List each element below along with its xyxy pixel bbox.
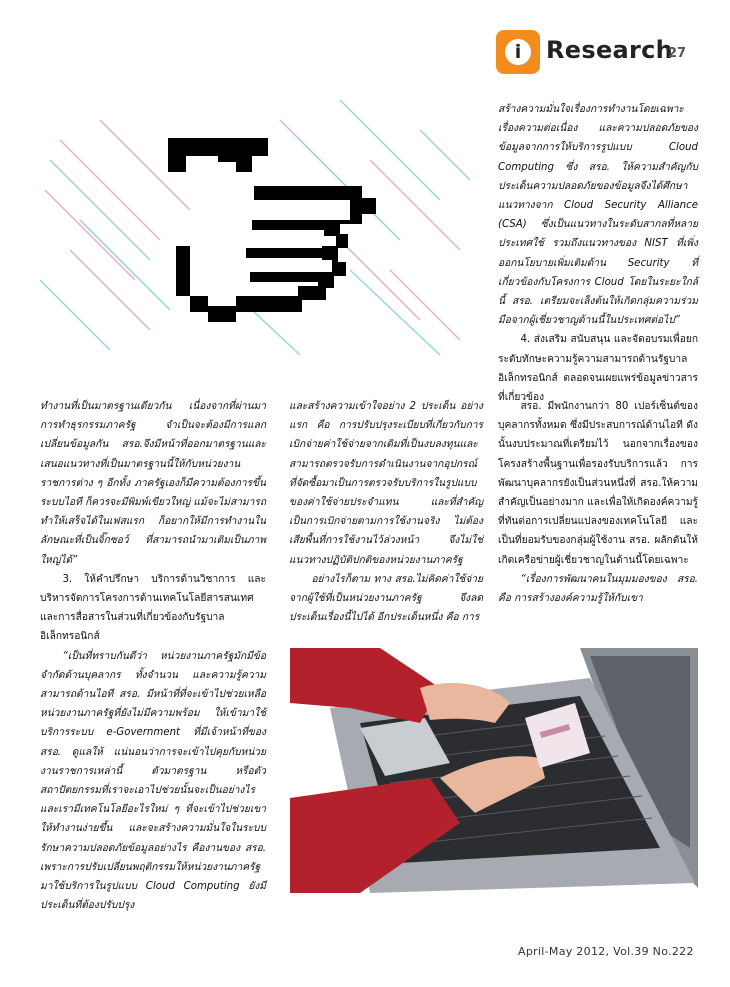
article-column-right-bottom (498, 397, 698, 608)
issue-footer: April-May 2012, Vol.39 No.222 (518, 945, 694, 958)
paragraph: สรอ. มีพนักงานกว่า 80 เปอร์เซ็นต์ของบุคลากรทั้งหมด ซึ่งมีประสบการณ์ด้านไอที ดังนั้นงบประมาณที่เตรียมไว้ นอกจากเรื่องของโครงสร้างพื้นฐานเพื่อรองรับบริการแล้ว การพัฒนาบุคลากรยังเป็นส่วนหนึ่งที่ สรอ.ให้ความสำคัญเป็นอย่างมาก และเพื่อให้เกิดองค์ความรู้ที่ทันต่อการเปลี่ยนแปลงของเทคโนโลยี และเป็นที่ยอมรับของกลุ่มผู้ใช้งาน สรอ. ผลักดันให้เกิดเครือข่ายผู้เชี่ยวชาญในด้านนี้โดยเฉพาะ (498, 401, 698, 566)
paragraph: “เป็นที่ทราบกันดีว่า หน่วยงานภาครัฐมักมีข้อจำกัดด้านบุคลากร ทั้งจำนวน และความรู้ความสามารถด้านไอที สรอ. มีหน้าที่ที่จะเข้าไปช่วยเหลือหน่วยงานภาครัฐที่ยังไม่มีความพร้อม ให้เข้ามาใช้บริการระบบ e-Government ที่มีเจ้าหน้าที่ของ สรอ. ดูแลให้ แน่นอนว่าการจะเข้าไปคุยกับหน่วยงานราชการเหล่านี้ ตัวมาตรฐาน หรือตัวสถาปัตยกรรมที่เราจะเอาไปช่วยนั้นจะเป็นอย่างไร และเรามีเทคโนโลยีอะไรใหม่ ๆ ที่จะเข้าไปช่วยเขาให้ทำงานง่ายขึ้น และจะสร้างความมั่นใจในระบบรักษาความปลอดภัยข้อมูลอย่างไร คืองานของ สรอ. เพราะการปรับเปลี่ยนพฤติกรรมให้หน่วยงานภาครัฐมาใช้บริการในรูปแบบ Cloud Computing ยังมีประเด็นที่ต้องปรับปรุง (40, 650, 266, 912)
article-column-middle (289, 397, 483, 627)
paragraph: อย่างไรก็ตาม ทาง สรอ.ไม่คิดค่าใช้จ่ายจากผู้ใช้ที่เป็นหน่วยงานภาครัฐ จึงลดประเด็นเรื่องนี้ไปได้ อีกประเด็นหนึ่ง คือ การ (289, 573, 483, 624)
pointing-hand-cursor-icon (40, 100, 470, 360)
page-number: 27 (668, 46, 687, 61)
paragraph: “เรื่องการพัฒนาคนในมุมมองของ สรอ. คือ การสร้างองค์ความรู้ให้กับเขา (498, 573, 698, 605)
section-title: Research (546, 36, 674, 64)
paragraph: ทำงานที่เป็นมาตรฐานเดียวกัน เนื่องจากที่ผ่านมา การทำธุรกรรมภาครัฐ จำเป็นจะต้องมีการแลกเปลี่ยนข้อมูลกัน สรอ.จึงมีหน้าที่ออกมาตรฐานและเสนอแนวทางที่เป็นมาตรฐานนี้ให้กับหน่วยงานราชการต่าง ๆ อีกทั้ง ภาครัฐเองก็มีความต้องการขึ้นระบบไอที ก็ควรจะมีพิมพ์เขียวใหญ่ แม้จะไม่สามารถทำให้เสร็จได้ในเฟสแรก ก็อยากให้มีการทำงานในลักษณะที่เป็นจิ๊กซอว์ ที่สามารถนำมาเติมเป็นภาพใหญ่ได้” (40, 401, 266, 566)
logo-letter: i (505, 39, 531, 65)
article-column-right-top (498, 100, 698, 407)
paragraph: สร้างความมั่นใจเรื่องการทำงานโดยเฉพาะเรื่องความต่อเนื่อง และความปลอดภัยของข้อมูลจากการให้บริการรูปแบบ Cloud Computing ซึ่ง สรอ. ให้ความสำคัญกับประเด็นความปลอดภัยของข้อมูลจึงได้ศึกษาแนวทางจาก Cloud Security Alliance (CSA) ซึ่งเป็นแนวทางในระดับสากลที่หลายประเทศใช้ รวมถึงแนวทางของ NIST ที่เพิ่งออกนโยบายเพิ่มเติมด้าน Security ที่เกี่ยวข้องกับโครงการ Cloud โดยในระยะใกล้นี้ สรอ. เตรียมจะเล็งต้นให้เกิดกลุ่มความร่วมมือจากผู้เชี่ยวชาญด้านนี้ในประเทศต่อไป” (498, 104, 698, 327)
paragraph: 4. ส่งเสริม สนับสนุน และจัดอบรมเพื่อยกระดับทักษะความรู้ความสามารถด้านรัฐบาลอิเล็กทรอนิกส์ ตลอดจนเผยแพร่ข้อมูลข่าวสารที่เกี่ยวข้อง (498, 334, 698, 404)
research-logo-icon (496, 30, 540, 74)
page-header (496, 30, 706, 76)
paragraph: และสร้างความเข้าใจอย่าง 2 ประเด็น อย่างแรก คือ การปรับปรุงระเบียบที่เกี่ยวกับการเบิกจ่ายค่าใช้จ่ายจากเดิมที่เป็นงบลงทุนและสามารถตรวจรับการดำเนินงานจากอุปกรณ์ที่จัดซื้อมาเป็นการตรวจรับบริการในรูปแบบของค่าใช้จ่ายประจำแทน และที่สำคัญเป็นการเบิกจ่ายตามการใช้งานจริง ไม่ต้องเสียพื้นที่การใช้งานไว้ล่วงหน้า จึงไม่ใช่แนวทางปฏิบัติปกติของหน่วยงานภาครัฐ (289, 401, 483, 566)
article-column-left (40, 397, 266, 915)
laptop-photo (290, 648, 698, 893)
paragraph: 3. ให้คำปรึกษา บริการด้านวิชาการ และบริหารจัดการโครงการด้านเทคโนโลยีสารสนเทศและการสื่อสารในส่วนที่เกี่ยวข้องกับรัฐบาลอิเล็กทรอนิกส์ (40, 573, 266, 643)
